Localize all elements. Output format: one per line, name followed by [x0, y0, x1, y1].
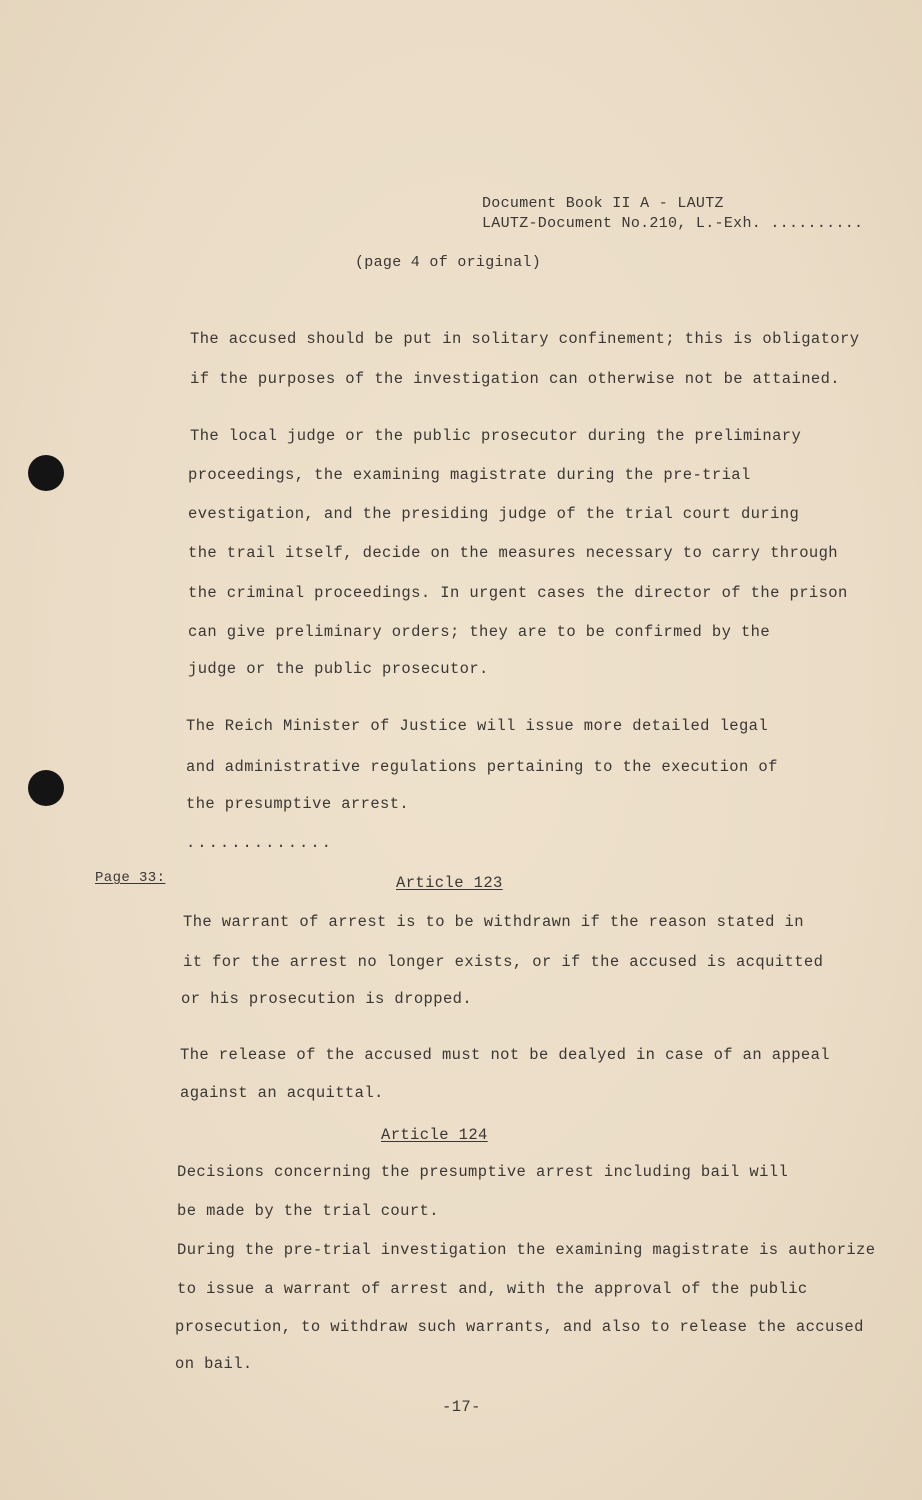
omission-dots: ............. [186, 834, 333, 852]
body-line: to issue a warrant of arrest and, with the approval of the public [177, 1280, 808, 1298]
body-line: the criminal proceedings. In urgent cases the director of the prison [188, 584, 848, 602]
body-line: The warrant of arrest is to be withdrawn if the reason stated in [183, 913, 804, 931]
article-123-heading: Article 123 [396, 874, 503, 892]
body-line: Decisions concerning the presumptive arrest including bail will [177, 1163, 789, 1181]
body-line: the trail itself, decide on the measures necessary to carry through [188, 544, 839, 562]
page-marker: Page 33: [95, 870, 166, 886]
header-line-1: Document Book II A - LAUTZ [482, 195, 724, 212]
header-line-2: LAUTZ-Document No.210, L.-Exh. .......... [482, 215, 864, 232]
page-reference: (page 4 of original) [355, 254, 542, 271]
body-line: judge or the public prosecutor. [188, 660, 489, 678]
body-line: against an acquittal. [180, 1084, 384, 1102]
page-number: -17- [442, 1398, 481, 1416]
article-124-heading: Article 124 [381, 1126, 488, 1144]
body-line: it for the arrest no longer exists, or if the accused is acquitted [183, 953, 824, 971]
body-line: evestigation, and the presiding judge of the trial court during [188, 505, 800, 523]
body-line: The accused should be put in solitary confinement; this is obligatory [190, 330, 860, 348]
body-line: The local judge or the public prosecutor during the preliminary [190, 427, 802, 445]
body-line: if the purposes of the investigation can otherwise not be attained. [190, 370, 841, 388]
punch-hole-top [28, 455, 64, 491]
punch-hole-bottom [28, 770, 64, 806]
body-line: or his prosecution is dropped. [181, 990, 473, 1008]
body-line: The release of the accused must not be dealyed in case of an appeal [180, 1046, 831, 1064]
body-line: During the pre-trial investigation the examining magistrate is authorize [177, 1241, 876, 1259]
body-line: on bail. [175, 1355, 253, 1373]
body-line: the presumptive arrest. [186, 795, 410, 813]
body-line: be made by the trial court. [177, 1202, 439, 1220]
body-line: can give preliminary orders; they are to be confirmed by the [188, 623, 771, 641]
body-line: proceedings, the examining magistrate during the pre-trial [188, 466, 751, 484]
body-line: The Reich Minister of Justice will issue more detailed legal [186, 717, 769, 735]
body-line: and administrative regulations pertaining to the execution of [186, 758, 778, 776]
body-line: prosecution, to withdraw such warrants, and also to release the accused [175, 1318, 864, 1336]
